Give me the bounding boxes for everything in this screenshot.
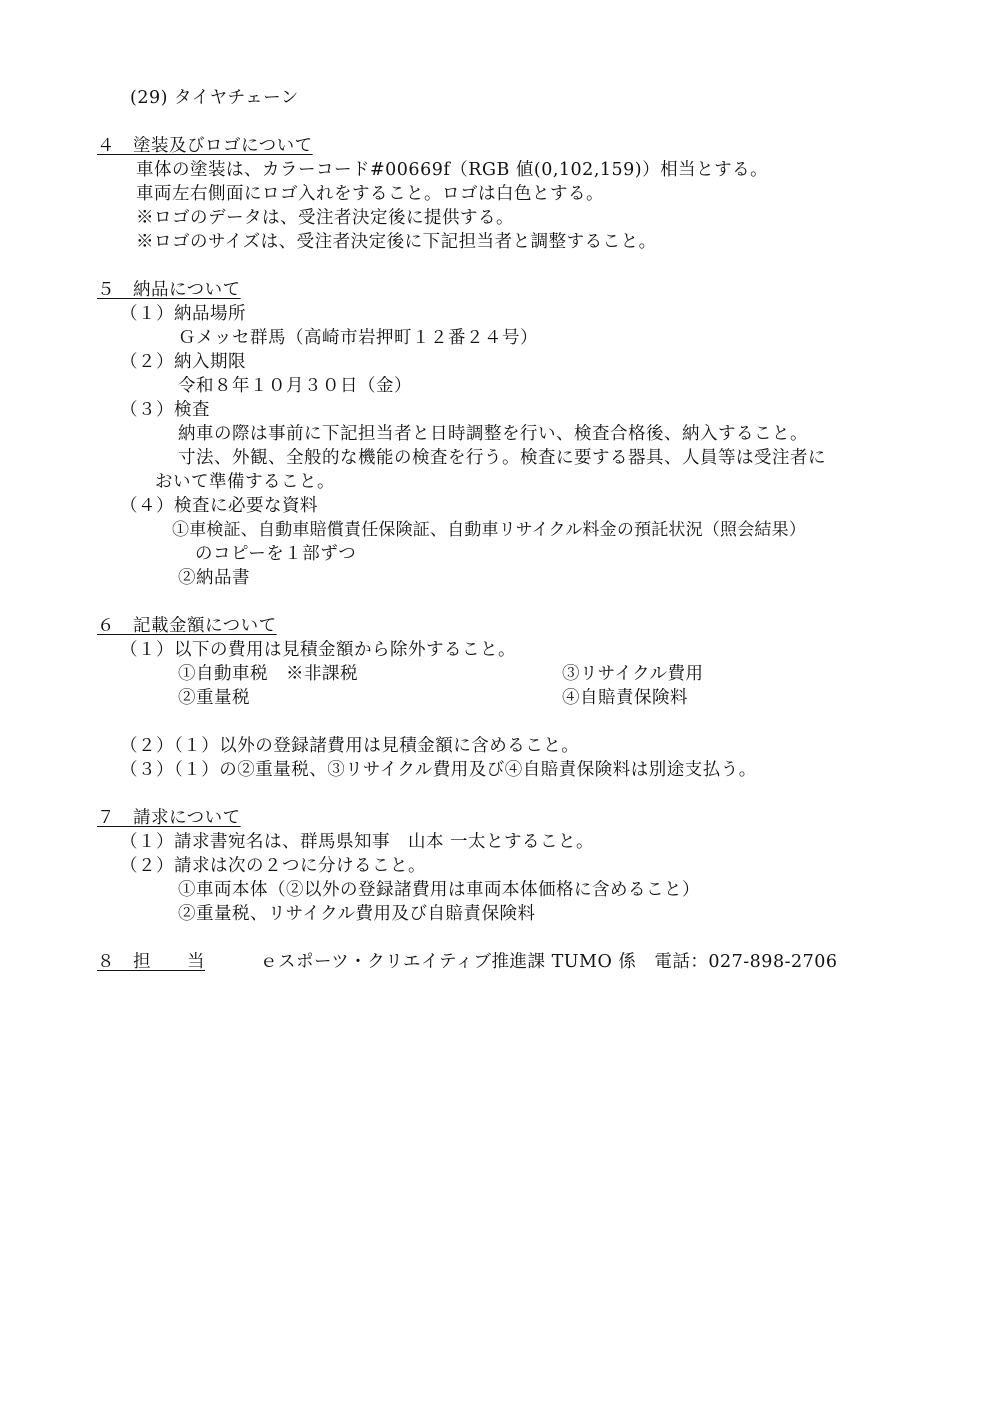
section-5-item-body: ①車検証、自動車賠償責任保険証、自動車リサイクル料金の預託状況（照会結果） (172, 520, 807, 540)
section-5-item-label: （１）納品場所 (120, 304, 246, 324)
section-7-item: （１）請求書宛名は、群馬県知事 山本 一太とすること。 (120, 832, 595, 852)
section-6-item: （２）（１）以外の登録諸費用は見積金額に含めること。 (120, 736, 580, 756)
section-6-heading: ６ 記載金額について (97, 616, 277, 636)
section-7-heading: ７ 請求について (97, 808, 241, 828)
section-7-line: ②重量税、リサイクル費用及び自賠責保険料 (178, 904, 536, 924)
section-6-item: （３）（１）の②重量税、③リサイクル費用及び④自賠責保険料は別途支払う。 (120, 760, 757, 780)
section-5-item-body: ②納品書 (178, 568, 250, 588)
section-5-item-body: のコピーを１部ずつ (195, 544, 357, 564)
contact-info: ｅスポーツ・クリエイティブ推進課 TUMO 係 電話：027-898-2706 (260, 952, 838, 972)
section-4-heading: ４ 塗装及びロゴについて (97, 136, 313, 156)
section-5-item-body: 納車の際は事前に下記担当者と日時調整を行い、検査合格後、納入すること。 (178, 424, 808, 444)
section-4-line: ※ロゴのサイズは、受注者決定後に下記担当者と調整すること。 (136, 232, 657, 252)
section-5-item-label: （３）検査 (120, 400, 210, 420)
section-4-line: 車体の塗装は、カラーコード#00669f（RGB 値(0,102,159)）相当とする。 (136, 160, 769, 180)
list-item-tire-chain: (29) タイヤチェーン (130, 88, 299, 108)
section-7-line: ①車両本体（②以外の登録諸費用は車両本体価格に含めること） (178, 880, 700, 900)
section-5-item-body: 令和８年１０月３０日（金） (178, 376, 412, 396)
fee-item: ④自賠責保険料 (562, 688, 688, 708)
section-4-line: 車両左右側面にロゴ入れをすること。ロゴは白色とする。 (136, 184, 604, 204)
section-5-item-body: おいて準備すること。 (155, 472, 335, 492)
section-5-item-label: （２）納入期限 (120, 352, 246, 372)
section-8-heading: ８ 担 当 (97, 952, 205, 972)
section-5-item-body: Ｇメッセ群馬（高崎市岩押町１２番２４号） (178, 328, 538, 348)
fee-item: ③リサイクル費用 (562, 664, 704, 684)
fee-item: ②重量税 (178, 688, 250, 708)
section-7-item: （２）請求は次の２つに分けること。 (120, 856, 426, 876)
section-6-item: （１）以下の費用は見積金額から除外すること。 (120, 640, 516, 660)
section-5-item-label: （４）検査に必要な資料 (120, 496, 318, 516)
fee-item: ①自動車税 ※非課税 (178, 664, 358, 684)
section-5-heading: ５ 納品について (97, 280, 241, 300)
section-5-item-body: 寸法、外観、全般的な機能の検査を行う。検査に要する器具、人員等は受注者に (178, 448, 826, 468)
section-4-line: ※ロゴのデータは、受注者決定後に提供する。 (136, 208, 514, 228)
